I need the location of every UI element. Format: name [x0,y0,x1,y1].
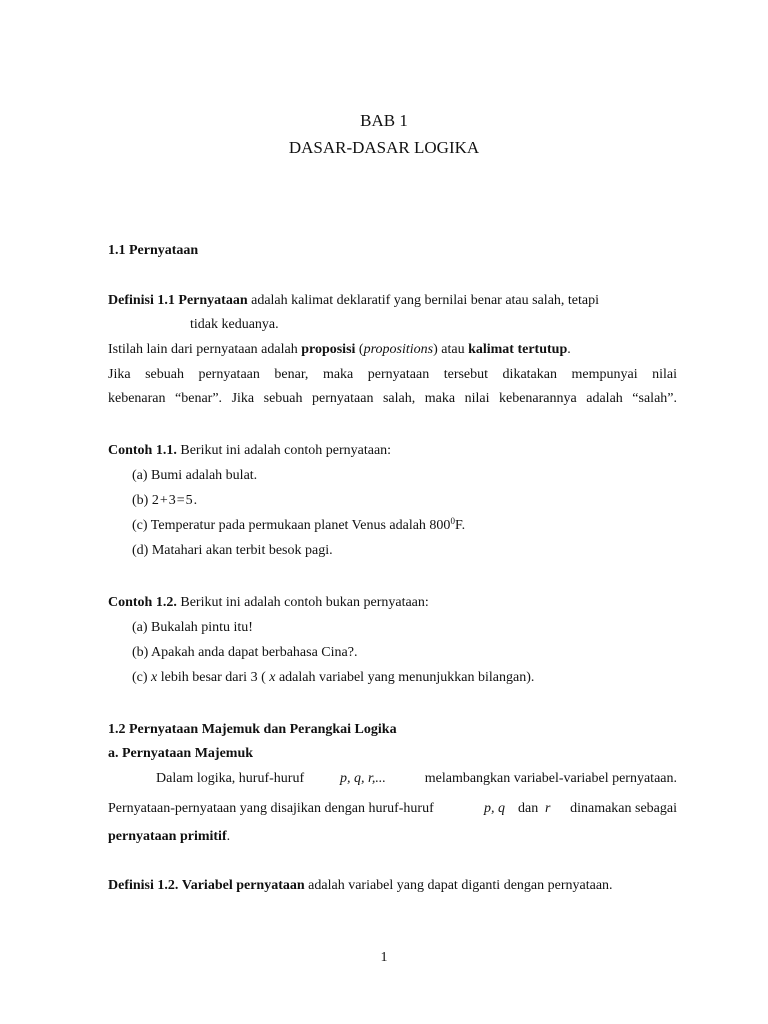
definition-label: Definisi 1.1 [108,293,175,308]
chapter-title: DASAR-DASAR LOGIKA [288,138,480,157]
example-1-1-b: (b) 2+3=5. [132,493,198,508]
example-1-1-a: (a) Bumi adalah bulat. [132,468,258,483]
definition-text: adalah kalimat deklaratif yang bernilai benar atau salah, tetapi [247,293,600,308]
section-heading-1-2: 1.2 Pernyataan Majemuk dan Perangkai Logika [108,722,397,737]
example-1-2-c: (c) x lebih besar dari 3 ( x adalah variabel yang menunjukkan bilangan). [132,670,535,685]
math-expression: 2+3=5 [151,493,194,508]
example-1-1-heading: Contoh 1.1. Berikut ini adalah contoh pernyataan: [108,443,392,458]
primitif-paragraph-start: Pernyataan-pernyataan yang disajikan dengan huruf-huruf [108,801,434,816]
primitive-variables: p, q [484,801,505,816]
section-heading-1-1: 1.1 Pernyataan [108,243,199,258]
variable-r: r [545,801,551,816]
logika-paragraph-end: melambangkan variabel-variabel pernyataan. [424,771,677,786]
example-1-1-c: (c) Temperatur pada permukaan planet Venus adalah $800^0F$. [132,516,466,533]
definition-1-1-continuation: tidak keduanya. [190,317,279,332]
example-1-2-a: (a) Bukalah pintu itu! [132,620,253,635]
subsection-heading-a: a. Pernyataan Majemuk [108,746,254,761]
page-number: 1 [380,950,388,965]
truth-value-line-2: kebenaran “benar”. Jika sebuah pernyataan salah, maka nilai kebenarannya adalah “salah”. [108,391,677,406]
example-1-2-b: (b) Apakah anda dapat berbahasa Cina?. [132,645,358,660]
logika-paragraph-start: Dalam logika, huruf-huruf [156,771,305,786]
example-1-2-heading: Contoh 1.2. Berikut ini adalah contoh bukan pernyataan: [108,595,429,610]
definition-1-1 [108,293,599,309]
statement-variables: p, q, r,... [340,771,386,786]
chapter-number: BAB 1 [360,111,408,130]
istilah-paragraph: Istilah lain dari pernyataan adalah proposisi (propositions) atau kalimat tertutup. [108,342,571,357]
primitif-paragraph-end: dinamakan sebagai [570,801,677,816]
truth-value-line-1: Jika sebuah pernyataan benar, maka pernyataan tersebut dikatakan mempunyai nilai [108,367,677,382]
primitive-statement-term: pernyataan primitif. [108,829,231,844]
definition-term: Pernyataan [178,293,248,308]
example-1-1-d: (d) Matahari akan terbit besok pagi. [132,543,333,558]
definition-1-2: Definisi 1.2. Variabel pernyataan adalah variabel yang dapat diganti dengan pernyataan. [108,878,613,893]
conjunction-dan: dan [518,801,539,816]
